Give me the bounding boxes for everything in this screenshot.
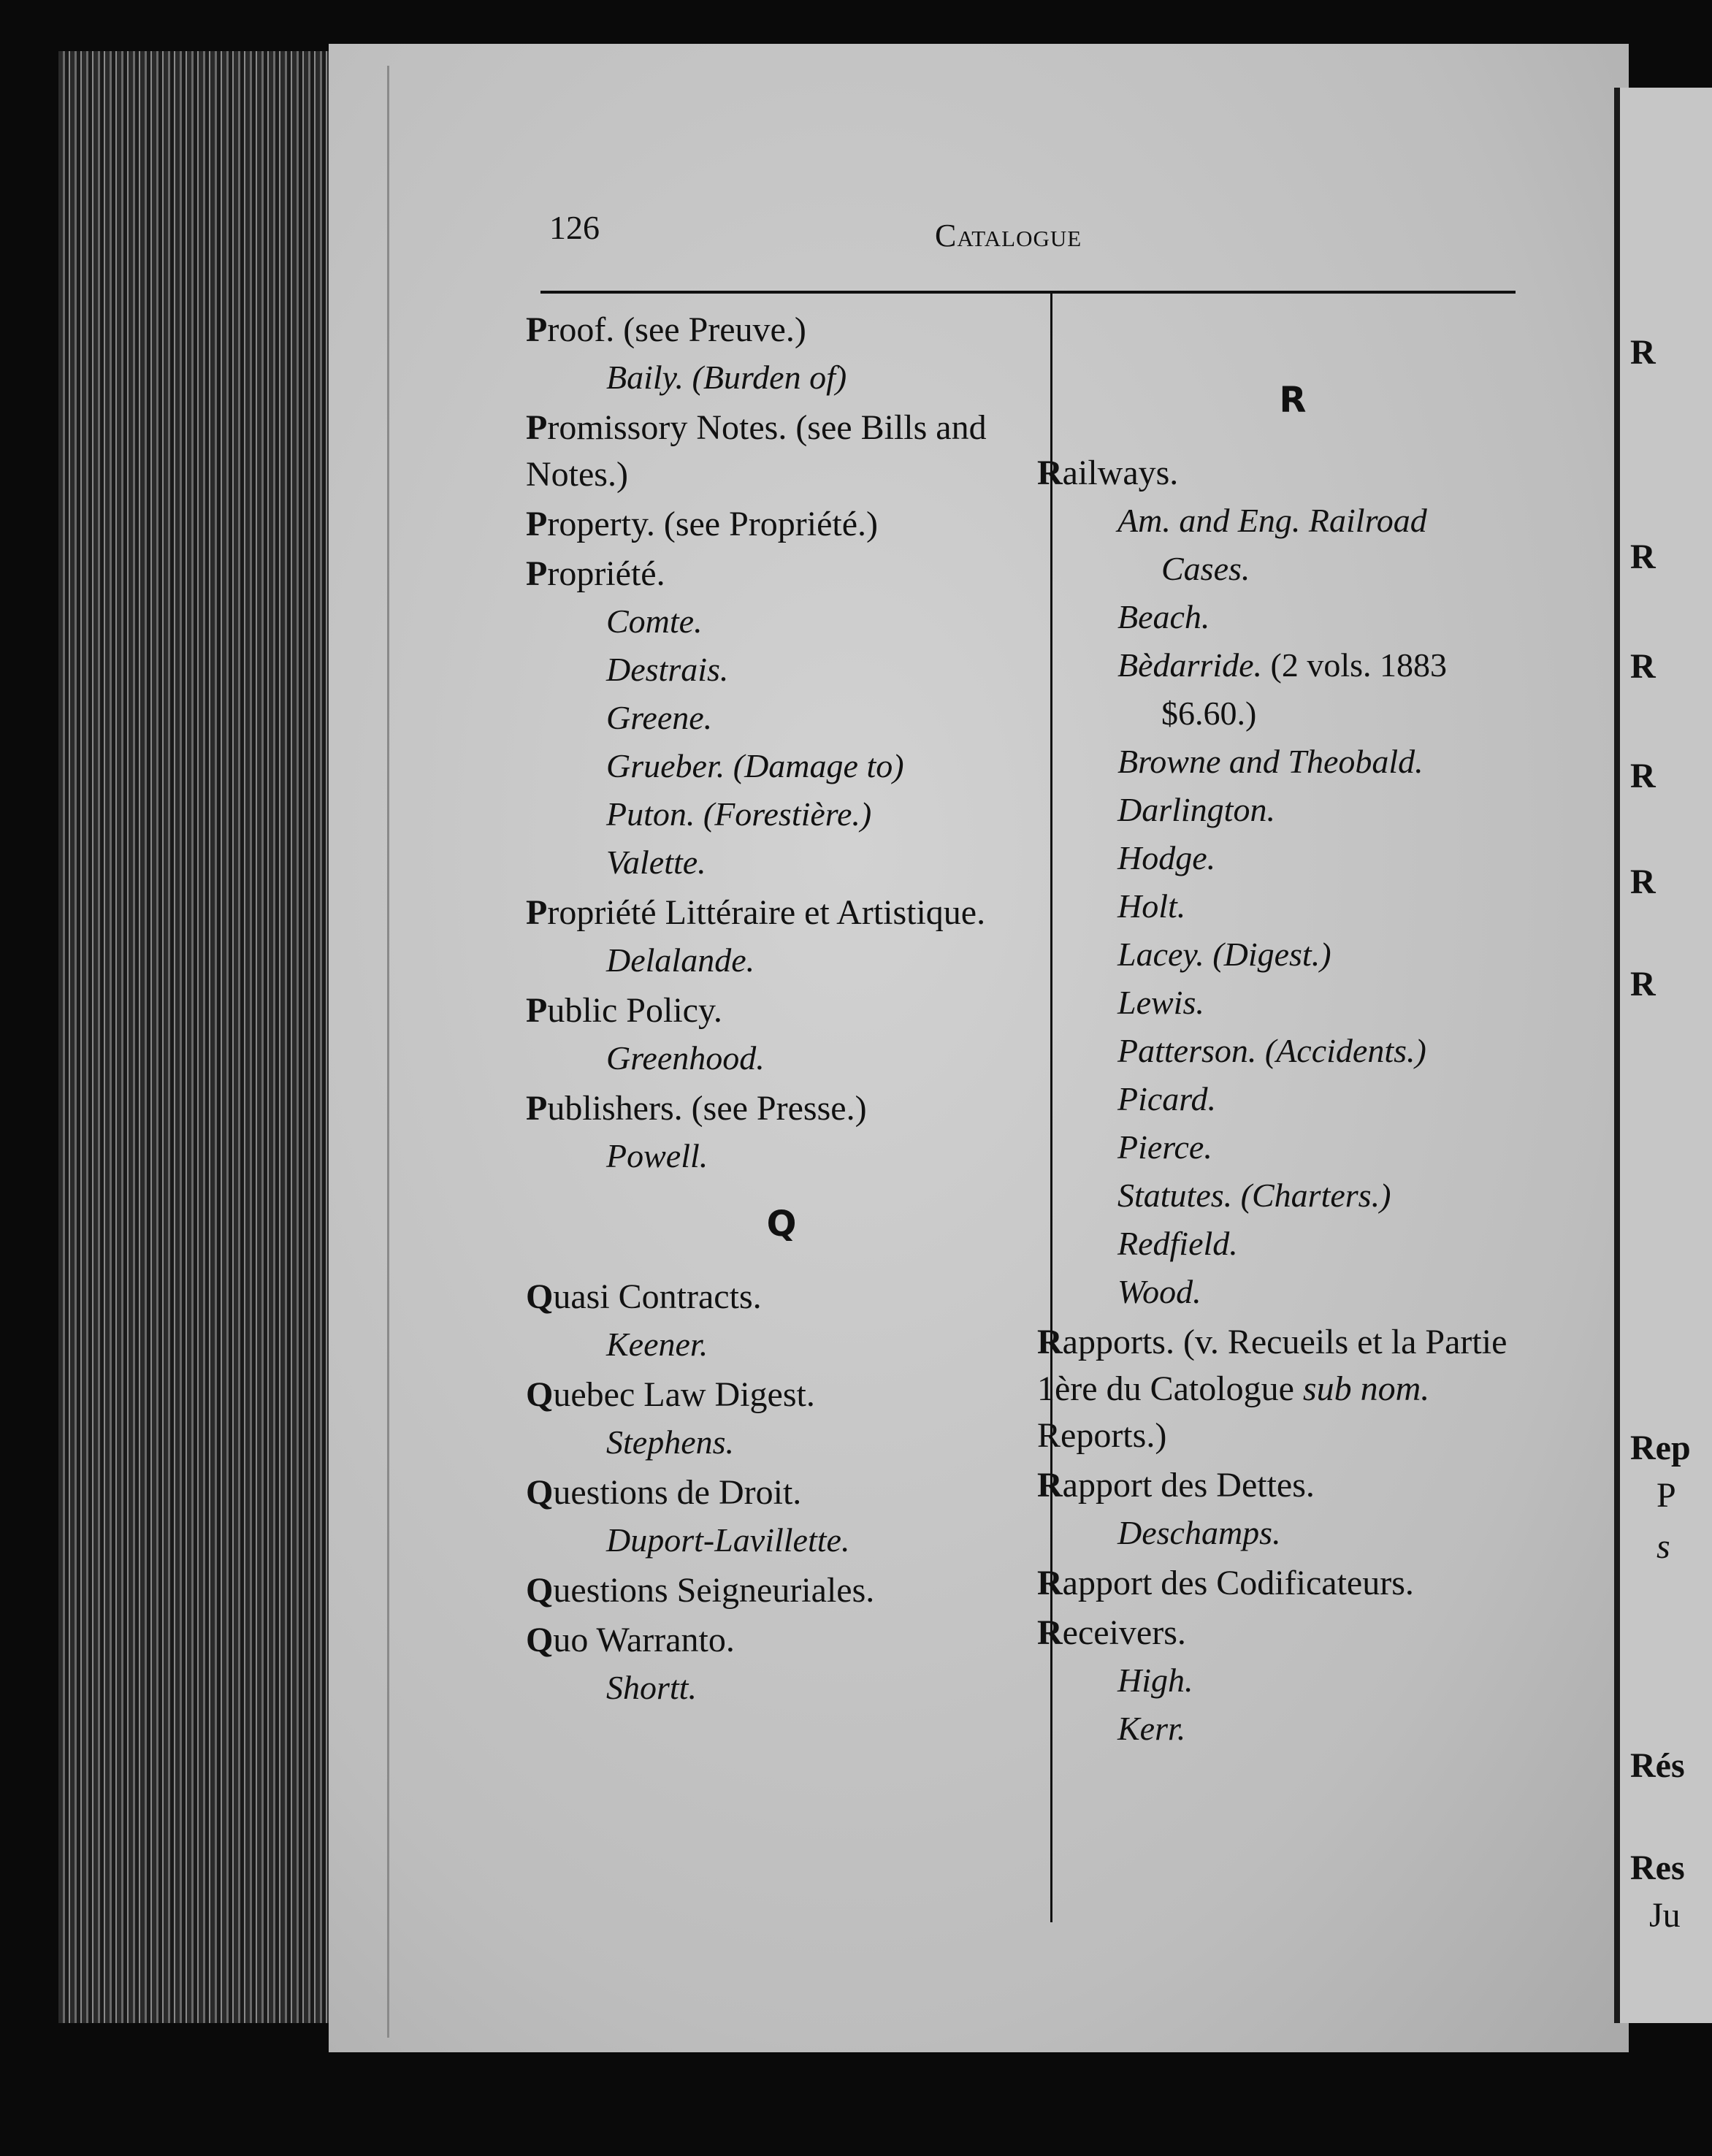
- work-author: Beach.: [1117, 598, 1210, 635]
- work-note: (Damage to): [733, 747, 904, 784]
- work-author: Hodge.: [1117, 839, 1216, 876]
- page-gutter: [387, 66, 389, 2038]
- catalogue-entry: [526, 987, 1037, 1082]
- next-page-text: R: [1630, 333, 1656, 372]
- next-page-text: R: [1630, 538, 1656, 576]
- entry-heading: [1037, 1462, 1548, 1509]
- work-line: [526, 838, 1037, 887]
- work-author: Stephens.: [606, 1423, 735, 1461]
- heading-text: Quo Warranto.: [526, 1621, 735, 1659]
- heading-text: Propriété.: [526, 554, 665, 593]
- work-note: (Accidents.): [1264, 1032, 1426, 1069]
- work-author: Wood.: [1117, 1273, 1201, 1310]
- catalogue-entry: [526, 405, 1037, 498]
- header-rule: [540, 291, 1516, 294]
- next-page-text: Rep: [1630, 1429, 1691, 1467]
- catalogue-entry: [1037, 1462, 1548, 1557]
- page-header: [549, 208, 1517, 252]
- heading-text: Proof.: [526, 310, 615, 349]
- work-author: Valette.: [606, 844, 706, 881]
- catalogue-entry: [526, 307, 1037, 402]
- next-page-text: Rés: [1630, 1746, 1685, 1785]
- work-line: [1037, 882, 1548, 930]
- page-number: 126: [549, 209, 600, 246]
- work-author: Comte.: [606, 603, 703, 640]
- work-author: Bèdarride.: [1117, 646, 1263, 684]
- work-line: [526, 1664, 1037, 1712]
- heading-text: Questions Seigneuriales.: [526, 1571, 875, 1610]
- heading-text: Questions de Droit.: [526, 1473, 802, 1512]
- work-author: Baily.: [606, 359, 684, 396]
- work-line: [1037, 689, 1548, 738]
- work-line: [526, 694, 1037, 742]
- work-author: Destrais.: [606, 651, 729, 688]
- heading-note: (see Preuve.): [623, 310, 806, 349]
- next-page-text: R: [1630, 863, 1656, 901]
- work-line: [526, 646, 1037, 694]
- work-author: Patterson.: [1117, 1032, 1257, 1069]
- work-line: [1037, 1171, 1548, 1220]
- running-title: Catalogue: [935, 218, 1082, 253]
- catalogue-entry: [526, 890, 1037, 985]
- work-line: [1037, 1075, 1548, 1123]
- work-author: Keener.: [606, 1326, 708, 1363]
- next-page-text: P: [1656, 1476, 1676, 1515]
- work-line: [526, 1132, 1037, 1180]
- heading-text: Rapport des Codificateurs.: [1037, 1564, 1414, 1602]
- heading-text: Receivers.: [1037, 1613, 1186, 1652]
- entry-heading: [1037, 1610, 1548, 1656]
- heading-text: Railways.: [1037, 454, 1179, 492]
- entry-heading: [526, 405, 1037, 498]
- work-author: Greene.: [606, 699, 713, 736]
- work-line: [526, 790, 1037, 838]
- heading-text: Quasi Contracts.: [526, 1277, 762, 1316]
- heading-text: Propriété Littéraire et Artistique.: [526, 893, 986, 932]
- next-page-text: s: [1656, 1527, 1670, 1566]
- catalogue-entry: [1037, 450, 1548, 1316]
- work-author: Grueber.: [606, 747, 725, 784]
- next-page-fragment: [1614, 88, 1712, 2023]
- heading-note: (see Propriété.): [663, 505, 879, 543]
- work-author: Lewis.: [1117, 984, 1204, 1021]
- work-author: Darlington.: [1117, 791, 1275, 828]
- catalogue-entry: [526, 1567, 1037, 1614]
- work-author: Powell.: [606, 1137, 708, 1174]
- right-column: [1037, 380, 1548, 1756]
- heading-text: Rapport des Dettes.: [1037, 1466, 1315, 1505]
- entry-heading: [526, 1469, 1037, 1516]
- next-page-text: Ju: [1649, 1896, 1681, 1935]
- work-line: [526, 1034, 1037, 1082]
- catalogue-entry: [526, 1372, 1037, 1467]
- work-author: Cases.: [1161, 550, 1250, 587]
- catalogue-entry: [526, 501, 1037, 548]
- work-note: (2 vols. 1883: [1270, 646, 1448, 684]
- entry-heading: [526, 501, 1037, 548]
- catalogue-entry: [526, 1617, 1037, 1712]
- work-line: [1037, 545, 1548, 593]
- work-author: Deschamps.: [1117, 1514, 1281, 1551]
- work-line: [1037, 1220, 1548, 1268]
- work-author: Greenhood.: [606, 1039, 765, 1077]
- heading-note: Reports.): [1037, 1416, 1167, 1455]
- work-author: Browne and Theobald.: [1117, 743, 1424, 780]
- entry-heading: [526, 987, 1037, 1034]
- work-line: [1037, 641, 1548, 689]
- work-line: [526, 353, 1037, 402]
- work-author: Duport-Lavillette.: [606, 1521, 850, 1559]
- work-author: Am. and Eng. Railroad: [1117, 502, 1427, 539]
- heading-note: (see Presse.): [691, 1089, 867, 1128]
- catalogue-entry: [526, 1085, 1037, 1180]
- heading-text: Quebec Law Digest.: [526, 1375, 815, 1414]
- work-line: [1037, 834, 1548, 882]
- work-author: Picard.: [1117, 1080, 1216, 1117]
- left-column: [526, 307, 1037, 1715]
- next-page-text: Res: [1630, 1849, 1685, 1887]
- entry-heading: [526, 890, 1037, 936]
- entry-heading: [526, 1085, 1037, 1132]
- catalogue-entry: [1037, 1610, 1548, 1753]
- next-page-text: R: [1630, 647, 1656, 686]
- work-note: (Charters.): [1240, 1177, 1391, 1214]
- work-author: Kerr.: [1117, 1710, 1186, 1747]
- work-line: [1037, 593, 1548, 641]
- work-line: [1037, 979, 1548, 1027]
- catalogue-entry: [526, 1274, 1037, 1369]
- work-note: (Burden of): [692, 359, 847, 396]
- work-line: [526, 597, 1037, 646]
- heading-note: (see Bills and Notes.): [526, 408, 987, 494]
- entry-heading: [526, 1567, 1037, 1614]
- catalogue-entry: [526, 551, 1037, 887]
- next-page-text: R: [1630, 757, 1656, 795]
- heading-text: Publishers.: [526, 1089, 683, 1128]
- heading-text: Public Policy.: [526, 991, 722, 1030]
- work-author: Lacey.: [1117, 936, 1204, 973]
- work-author: High.: [1117, 1662, 1193, 1699]
- work-line: [1037, 738, 1548, 786]
- entry-heading: [526, 1372, 1037, 1418]
- work-line: [1037, 1123, 1548, 1171]
- work-line: [1037, 786, 1548, 834]
- entry-heading: [526, 551, 1037, 597]
- work-line: [1037, 1509, 1548, 1557]
- heading-text: Property.: [526, 505, 655, 543]
- work-line: [526, 1418, 1037, 1467]
- heading-text: Promissory Notes.: [526, 408, 787, 447]
- work-author: Shortt.: [606, 1669, 697, 1706]
- work-line: [526, 1320, 1037, 1369]
- work-line: [526, 1516, 1037, 1564]
- work-note: (Forestière.): [703, 795, 872, 833]
- work-author: Pierce.: [1117, 1128, 1212, 1166]
- work-author: Puton.: [606, 795, 695, 833]
- entry-heading: [1037, 1560, 1548, 1607]
- work-line: [1037, 1027, 1548, 1075]
- work-author: Statutes.: [1117, 1177, 1233, 1214]
- work-line: [526, 742, 1037, 790]
- work-note: (Digest.): [1212, 936, 1331, 973]
- heading-text: Rapports. (v. Recueils et la Partie 1ère du Catologue: [1037, 1323, 1507, 1408]
- section-letter-q: Q: [766, 1204, 797, 1245]
- catalogue-entry: [1037, 1319, 1548, 1459]
- work-line: [1037, 1268, 1548, 1316]
- entry-heading: [526, 1617, 1037, 1664]
- work-line: [526, 936, 1037, 985]
- work-line: [1037, 497, 1548, 545]
- work-author: Redfield.: [1117, 1225, 1238, 1262]
- entry-heading: [526, 307, 1037, 353]
- work-note: $6.60.): [1161, 695, 1257, 732]
- heading-note-italic: sub nom.: [1302, 1369, 1430, 1408]
- work-line: [1037, 1705, 1548, 1753]
- entry-heading: [1037, 450, 1548, 497]
- next-page-text: R: [1630, 965, 1656, 1004]
- catalogue-entry: [526, 1469, 1037, 1564]
- entry-heading: [1037, 1319, 1548, 1459]
- work-author: Delalande.: [606, 941, 755, 979]
- work-line: [1037, 930, 1548, 979]
- work-line: [1037, 1656, 1548, 1705]
- entry-heading: [526, 1274, 1037, 1320]
- section-letter-r: R: [1279, 380, 1307, 421]
- catalogue-entry: [1037, 1560, 1548, 1607]
- work-author: Holt.: [1117, 887, 1186, 925]
